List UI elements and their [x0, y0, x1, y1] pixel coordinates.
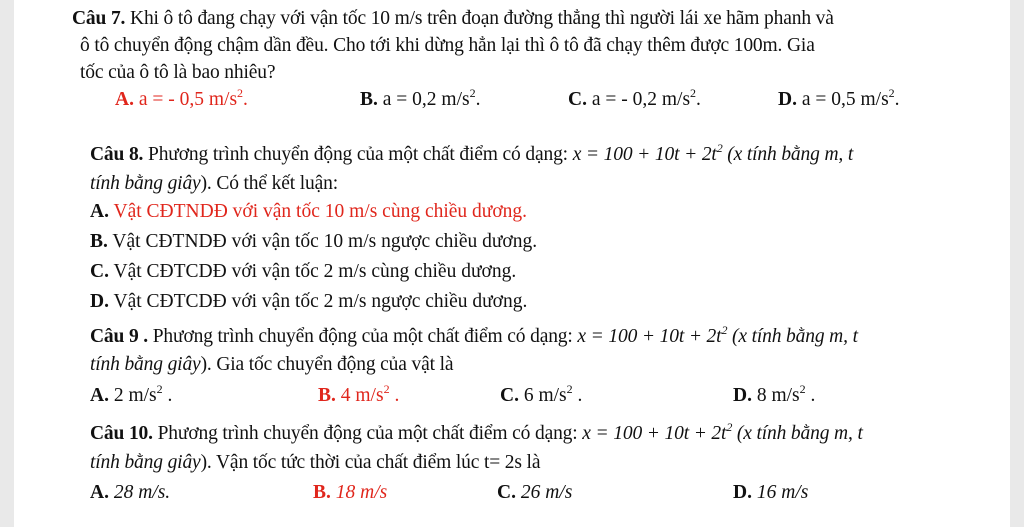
option-sup: 2: [690, 86, 697, 100]
option-tail: .: [696, 89, 701, 110]
option-letter: A.: [115, 89, 134, 110]
q8-option-d[interactable]: [90, 290, 527, 314]
option-tail: .: [572, 385, 583, 406]
option-letter: C.: [497, 482, 516, 503]
q9-option-c[interactable]: [500, 384, 582, 408]
q9-line-2: [90, 353, 453, 377]
option-tail: .: [243, 89, 248, 110]
option-letter: D.: [90, 291, 109, 312]
option-letter: C.: [568, 89, 587, 110]
option-text: a = - 0,5 m/s: [138, 89, 238, 110]
q10-stem: Phương trình chuyển động của một chất điểm có dạng:: [152, 423, 583, 444]
q8-line2-italic: tính bằng giây: [90, 173, 201, 194]
q7-line-1: [72, 7, 834, 31]
option-letter: C.: [90, 261, 109, 282]
option-tail: .: [389, 385, 400, 406]
q7-label: Câu 7.: [72, 8, 126, 29]
option-tail: .: [894, 89, 900, 110]
q7-text-1: Khi ô tô đang chạy với vận tốc 10 m/s trên đoạn đường thẳng thì người lái xe hãm phanh và: [130, 8, 834, 29]
q7-option-d[interactable]: [778, 88, 900, 112]
q8-label: Câu 8.: [90, 144, 144, 165]
q10-equation-exponent: 2: [726, 420, 733, 434]
option-sup: 2: [156, 382, 163, 396]
option-letter: A.: [90, 201, 109, 222]
q8-option-a[interactable]: [90, 200, 527, 224]
option-text: Vật CĐTCDĐ với vận tốc 2 m/s cùng chiều dương.: [113, 261, 517, 282]
option-text: Vật CĐTNDĐ với vận tốc 10 m/s ngược chiều dương.: [112, 231, 538, 252]
option-letter: D.: [778, 89, 797, 110]
option-letter: A.: [90, 385, 109, 406]
q8-line-2: [90, 172, 338, 196]
option-letter: D.: [733, 385, 752, 406]
option-sup: 2: [888, 86, 895, 100]
option-sup: 2: [237, 86, 244, 100]
option-letter: A.: [90, 482, 109, 503]
q8-stem: Phương trình chuyển động của một chất điểm có dạng:: [148, 144, 573, 165]
q10-equation: x = 100 + 10t + 2t: [582, 423, 727, 444]
q10-note: (x tính bằng m, t: [732, 423, 863, 444]
q8-option-c[interactable]: [90, 260, 516, 284]
q10-line-1: [90, 422, 863, 446]
option-text: Vật CĐTNDĐ với vận tốc 10 m/s cùng chiều dương.: [113, 201, 528, 222]
option-text: 18 m/s: [335, 482, 388, 503]
option-tail: .: [475, 89, 481, 110]
q7-option-a[interactable]: [115, 88, 248, 112]
option-text: Vật CĐTCDĐ với vận tốc 2 m/s ngược chiều dương.: [113, 291, 528, 312]
q8-note: (x tính bằng m, t: [722, 144, 854, 165]
q9-note: (x tính bằng m, t: [727, 326, 858, 347]
q9-line-1: [90, 325, 858, 349]
option-text: 4 m/s: [340, 385, 384, 406]
q10-line2-italic: tính bằng giây: [90, 452, 201, 473]
q10-line2-tail: ). Vận tốc tức thời của chất điểm lúc t= 2s là: [200, 452, 541, 473]
q8-equation: x = 100 + 10t + 2t: [572, 144, 717, 165]
q9-stem: Phương trình chuyển động của một chất điểm có dạng:: [148, 326, 578, 347]
option-sup: 2: [469, 86, 476, 100]
q8-line2-tail: ). Có thể kết luận:: [200, 173, 338, 194]
q9-equation: x = 100 + 10t + 2t: [577, 326, 722, 347]
q7-line-2: ô tô chuyển động chậm dần đều. Cho tới khi dừng hẳn lại thì ô tô đã chạy thêm được 100m. Gia: [80, 35, 815, 56]
q7-option-b[interactable]: [360, 88, 480, 112]
q9-option-b[interactable]: [318, 384, 399, 408]
option-sup: 2: [383, 382, 390, 396]
q10-option-d[interactable]: [733, 481, 808, 505]
option-tail: .: [805, 385, 816, 406]
q10-option-b[interactable]: [313, 481, 387, 505]
q10-option-c[interactable]: [497, 481, 572, 505]
option-letter: B.: [90, 231, 108, 252]
option-text: a = - 0,2 m/s: [591, 89, 691, 110]
option-text: 8 m/s: [756, 385, 800, 406]
option-text: 6 m/s: [523, 385, 567, 406]
option-letter: C.: [500, 385, 519, 406]
right-margin: [1010, 0, 1024, 527]
option-text: 2 m/s: [113, 385, 157, 406]
q10-label: Câu 10.: [90, 423, 153, 444]
option-sup: 2: [799, 382, 806, 396]
option-text: a = 0,5 m/s: [801, 89, 889, 110]
q8-line-1: [90, 143, 853, 167]
option-letter: D.: [733, 482, 752, 503]
q9-line2-tail: ). Gia tốc chuyển động của vật là: [200, 354, 454, 375]
q9-option-d[interactable]: [733, 384, 815, 408]
option-letter: B.: [360, 89, 378, 110]
q10-option-a[interactable]: [90, 481, 170, 505]
option-sup: 2: [566, 382, 573, 396]
option-text: 28 m/s.: [113, 482, 171, 503]
option-text: 26 m/s: [520, 482, 573, 503]
option-letter: B.: [318, 385, 336, 406]
q9-equation-exponent: 2: [721, 323, 728, 337]
q7-line-3: tốc của ô tô là bao nhiêu?: [80, 62, 276, 83]
option-text: 16 m/s: [756, 482, 809, 503]
q7-option-c[interactable]: [568, 88, 701, 112]
option-text: a = 0,2 m/s: [382, 89, 470, 110]
option-letter: B.: [313, 482, 331, 503]
q8-equation-exponent: 2: [716, 141, 723, 155]
q9-option-a[interactable]: [90, 384, 172, 408]
q9-line2-italic: tính bằng giây: [90, 354, 201, 375]
q10-line-2: [90, 451, 540, 475]
q8-option-b[interactable]: [90, 230, 537, 254]
left-margin: [0, 0, 14, 527]
q9-label: Câu 9 .: [90, 326, 149, 347]
option-tail: .: [162, 385, 173, 406]
